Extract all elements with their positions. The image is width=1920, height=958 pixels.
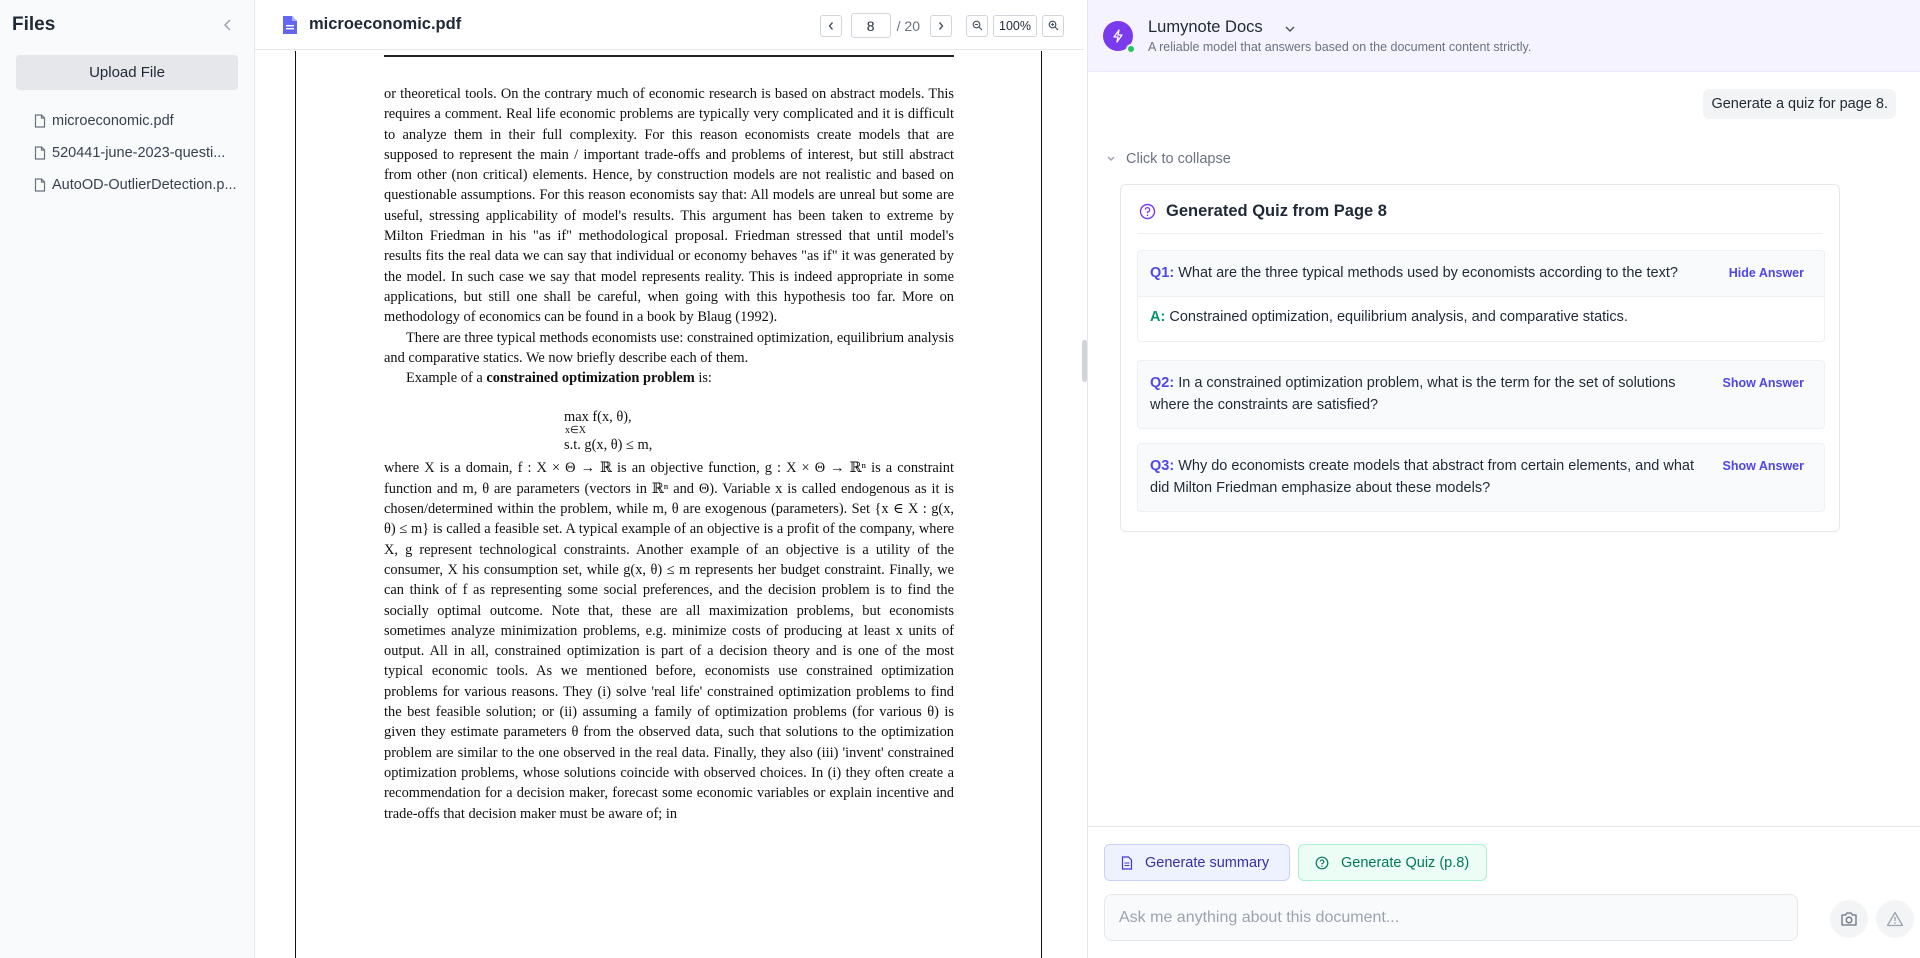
screenshot-button[interactable] — [1830, 900, 1868, 938]
page-number-input[interactable] — [851, 13, 891, 38]
question-number: Q3: — [1150, 458, 1175, 474]
page-total: / 20 — [896, 17, 920, 34]
user-message: Generate a quiz for page 8. — [1703, 89, 1896, 119]
quiz-question — [1137, 443, 1825, 512]
formula-st: s.t. g(x, θ) ≤ m, — [564, 437, 653, 453]
page-navigation — [820, 13, 1064, 38]
chevron-left-icon — [827, 21, 835, 31]
zoom-out-button[interactable] — [966, 15, 988, 37]
file-name: 520441-june-2023-questi... — [52, 145, 226, 161]
collapse-sidebar-button[interactable] — [220, 17, 236, 33]
paragraph-3-pre: Example of a — [406, 370, 487, 387]
model-selector-toggle[interactable] — [1284, 21, 1296, 39]
paragraph-3-post: is: — [694, 370, 712, 387]
paragraph-3 — [384, 368, 954, 388]
sparkle-icon — [1111, 29, 1125, 43]
chat-header — [1088, 0, 1920, 72]
quiz-title: Generated Quiz from Page 8 — [1166, 202, 1387, 220]
formula-constraint — [546, 437, 746, 454]
question-text — [1150, 262, 1710, 284]
paragraph-3-bold: constrained optimization problem — [486, 370, 695, 387]
show-answer-button[interactable]: Show Answer — [1722, 376, 1804, 390]
question-number: Q1: — [1150, 265, 1175, 281]
chevron-down-icon — [1284, 24, 1296, 34]
file-item[interactable] — [0, 105, 255, 137]
pdf-page — [295, 51, 1042, 958]
zoom-level: 100% — [993, 15, 1037, 37]
file-icon — [34, 114, 46, 128]
quiz-card — [1120, 184, 1840, 532]
chevron-right-icon — [937, 21, 945, 31]
formula-sub: x∈X — [565, 425, 586, 436]
quiz-divider — [1137, 233, 1823, 234]
file-list — [0, 105, 254, 201]
chevron-left-icon — [223, 19, 233, 31]
quiz-header — [1139, 202, 1387, 221]
chevron-down-icon — [1106, 155, 1116, 163]
question-circle-icon — [1139, 203, 1156, 220]
chat-panel — [1088, 0, 1920, 958]
file-icon — [34, 178, 46, 192]
zoom-out-icon — [972, 20, 983, 31]
file-icon — [34, 146, 46, 160]
page-header-rule — [384, 55, 954, 57]
collapse-label: Click to collapse — [1126, 151, 1231, 167]
formula-objective — [546, 409, 746, 426]
sidebar-title: Files — [12, 14, 56, 35]
generate-summary-button[interactable] — [1104, 844, 1290, 881]
pdf-file-icon — [281, 15, 299, 35]
viewer-toolbar — [255, 0, 1084, 50]
file-sidebar — [0, 0, 255, 958]
report-button[interactable] — [1876, 900, 1914, 938]
model-name: Lumynote Docs — [1148, 18, 1263, 36]
question-body: In a constrained optimization problem, what is the term for the set of solutions where the constraints are satisfied? — [1150, 375, 1676, 413]
hide-answer-button[interactable]: Hide Answer — [1728, 266, 1804, 280]
show-answer-button[interactable]: Show Answer — [1722, 459, 1804, 473]
paragraph-2: There are three typical methods economists use: constrained optimization, equilibrium analysis and comparative statics. We now briefly describe each of them. — [384, 329, 954, 366]
online-status-dot — [1126, 44, 1136, 54]
generate-quiz-button[interactable] — [1298, 844, 1487, 881]
file-item[interactable] — [0, 137, 255, 169]
chat-input[interactable]: Ask me anything about this document... — [1104, 894, 1798, 941]
file-name: AutoOD-OutlierDetection.p... — [52, 177, 237, 193]
upload-file-button[interactable]: Upload File — [16, 55, 238, 90]
next-page-button[interactable] — [930, 15, 952, 37]
question-text — [1150, 372, 1710, 416]
file-name: microeconomic.pdf — [52, 113, 174, 129]
document-name: microeconomic.pdf — [309, 15, 462, 33]
warning-icon — [1886, 911, 1904, 927]
collapse-toggle[interactable] — [1106, 151, 1231, 167]
model-description: A reliable model that answers based on the document content strictly. — [1148, 40, 1532, 54]
paragraph-1: or theoretical tools. On the contrary much of economic research is based on abstract models. This requires a comment. Real life economic problems are typically very complicated and it is difficult to analyze them in their full complexity. For this reason economists create models that are supposed to represent the main / important trade-offs and problems of interest, but still abstract from other (non critical) elements. Hence, by construction models are not realistic and based on questionable assumptions. For this reason economists say that: All models are unreal but some are useful, stressing applicability of model's results. This argument has been taken to extreme by Milton Friedman in his "as if" methodological proposal. Friedman stressed that until model's results fits the real data we can say that individual or economy behaves "as if" it was generated by the model. In such case we say that model represents reality. This is indeed appropriate in some applications, but still one shall be careful, when going with this hypothesis too far. More on methodology of economics can be found in a book by Blaug (1992). — [384, 86, 954, 326]
answer-body: Constrained optimization, equilibrium analysis, and comparative statics. — [1169, 309, 1628, 325]
pdf-page-area[interactable] — [255, 51, 1084, 958]
question-body: What are the three typical methods used by economists according to the text? — [1178, 265, 1678, 281]
pdf-viewer — [255, 0, 1084, 958]
formula-subscript — [546, 425, 746, 436]
quiz-question — [1137, 360, 1825, 429]
paragraph-4: where X is a domain, f : X × Θ → ℝ is an objective function, g : X × Θ → ℝⁿ is a constraint function and m, θ are parameters (vectors in ℝⁿ and Θ). Variable x is called endogenous as it is chosen/determined within the problem, while m, θ are exogenous (parameters). Set {x ∈ X : g(x, θ) ≤ m} is called a feasible set. A typical example of an objective is a profit of the company, where X, g represent technological constraints. Another example of an objective is a utility of the consumer, X his consumption set, while g(x, θ) ≤ m represents her budget constraint. Finally, we can think of f as representing some social preferences, and the decision problem is to find the socially optimal outcome. Note that, these are all maximization problems, but economists sometimes analyze minimization problems, e.g. minimize costs of producing at least x units of output. All in all, constrained optimization is part of a decision theory and is one of the most typical economic tools. As we mentioned before, economists use constrained optimization problems for various reasons. They (i) solve 'real life' constrained optimization problems to find the best feasible solution; or (ii) assuming a family of optimization problems (for various θ) is given they estimate parameters θ from the observed data, such that solutions to the optimization problem are similar to the one observed in the real data. Finally, they also (iii) 'invent' constrained optimization problems, whose solutions coincide with observed choices. In (i) they often create a recommendation for a decision maker, forecast some economic variables or explain incentive and trade-offs that decision maker must be aware of; in — [384, 460, 954, 822]
question-text — [1150, 455, 1710, 499]
quiz-question — [1137, 250, 1825, 297]
question-body: Why do economists create models that abstract from certain elements, and what did Milton Friedman emphasize about these models? — [1150, 458, 1694, 496]
zoom-in-icon — [1048, 20, 1059, 31]
answer-text — [1150, 309, 1628, 325]
quiz-answer — [1137, 297, 1825, 342]
previous-page-button[interactable] — [820, 15, 842, 37]
formula-max: max f(x, θ), — [564, 409, 632, 425]
generate-quiz-label: Generate Quiz (p.8) — [1341, 854, 1470, 871]
sidebar-header — [0, 0, 254, 50]
chat-action-bar — [1088, 826, 1920, 958]
camera-icon — [1840, 911, 1858, 927]
question-circle-icon — [1315, 856, 1329, 870]
zoom-in-button[interactable] — [1042, 15, 1064, 37]
generate-summary-label: Generate summary — [1145, 854, 1270, 871]
document-icon — [1121, 856, 1133, 870]
file-item[interactable] — [0, 169, 255, 201]
answer-label: A: — [1150, 309, 1166, 325]
question-number: Q2: — [1150, 375, 1175, 391]
